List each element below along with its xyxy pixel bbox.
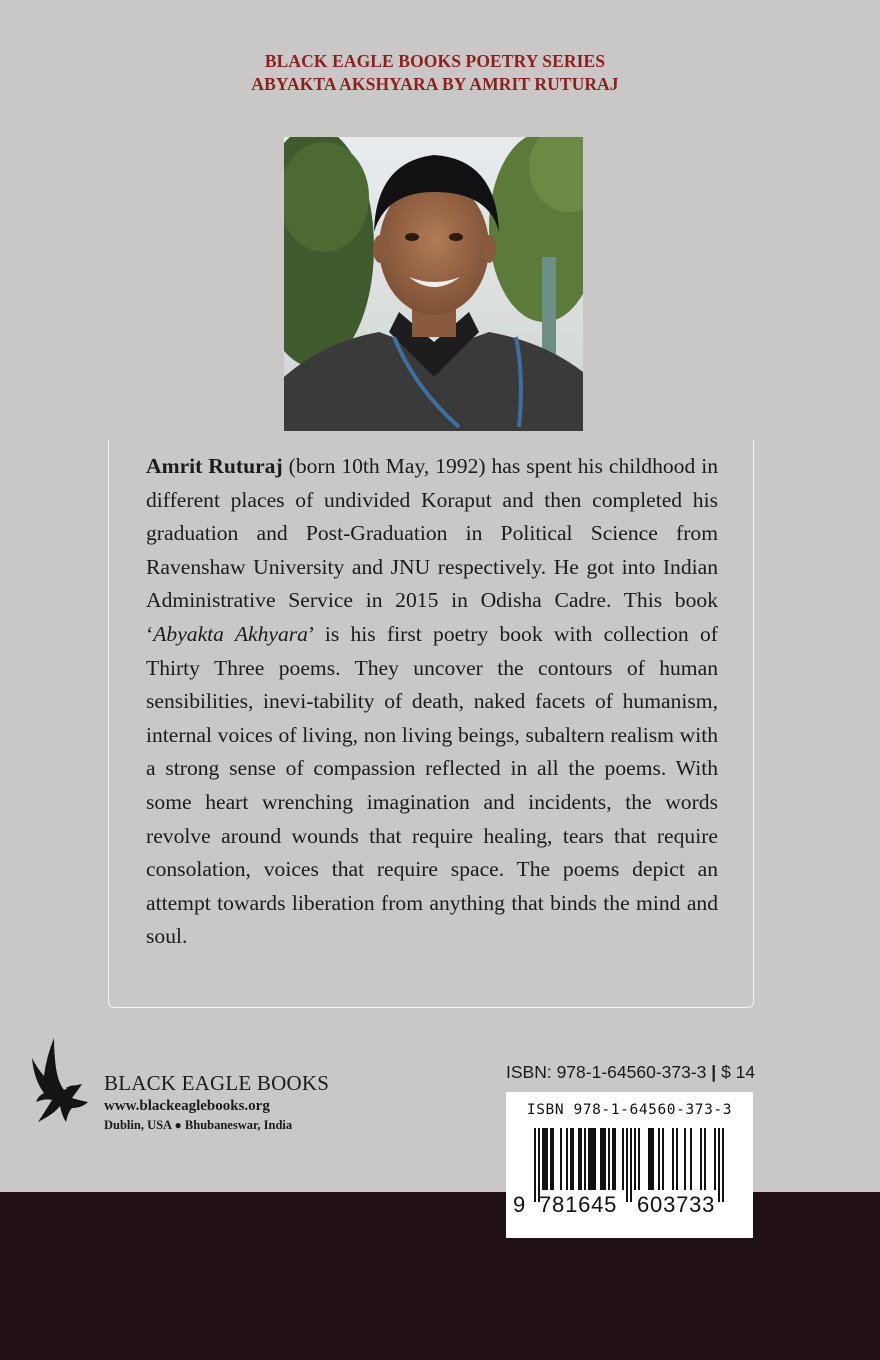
barcode-bar [684,1128,686,1190]
barcode-bar [602,1128,604,1190]
barcode-bar [604,1128,606,1190]
author-portrait-image [284,137,583,431]
author-name: Amrit Ruturaj [146,454,283,478]
barcode-bar [658,1128,660,1190]
barcode-bar [584,1128,586,1190]
barcode-bar [622,1128,624,1190]
bullet-icon: ● [174,1118,182,1132]
barcode-bar [634,1128,636,1190]
author-photo [284,137,583,431]
barcode-bar [612,1128,614,1190]
barcode-bar [590,1128,592,1190]
series-line-2: ABYAKTA AKSHYARA BY AMRIT RUTURAJ [251,74,619,94]
publisher-name: BLACK EAGLE BOOKS [104,1071,330,1095]
barcode-bar [704,1128,706,1190]
isbn-text: ISBN: 978-1-64560-373-3 [506,1062,707,1082]
barcode-bar [566,1128,568,1190]
price-text: $ 14 [721,1062,756,1082]
barcode-bar [652,1128,654,1190]
bio-text-2: ’ is his first poetry book with collection of Thirty Three poems. They uncover the contours of human sensibilities, inevi-tability of death, naked facets of humanism, internal voices of living, non living beings, subaltern realism with a strong sense of compassion reflected in all the poems. With some heart wrenching imagination and incidents, the words revolve around wounds that require healing, tears that require consolation, voices that require space. The poems depict an attempt towards liberation from anything that binds the mind and soul. [146,621,718,949]
location-dublin: Dublin, USA [104,1118,172,1132]
barcode-bar [714,1128,716,1190]
barcode-bar [690,1128,692,1190]
barcode-bar [592,1128,594,1190]
publisher-locations [104,1118,292,1133]
barcode-bar [534,1128,536,1202]
barcode-bar [570,1128,572,1190]
series-title [0,50,870,96]
book-title: Abyakta Akhyara [153,621,308,646]
eagle-icon [32,1038,92,1130]
barcode-bar [718,1128,720,1202]
barcode-bar [672,1128,674,1190]
barcode-bar [588,1128,590,1190]
publisher-block [32,1038,352,1138]
barcode [506,1092,753,1238]
isbn-price-line [506,1062,754,1083]
barcode-bar [700,1128,702,1190]
barcode-bar [614,1128,616,1190]
isbn-price-separator: | [711,1062,717,1082]
barcode-digit-first: 9 [513,1192,526,1217]
barcode-bar [676,1128,678,1190]
barcode-bar [546,1128,548,1190]
author-bio [146,450,718,954]
barcode-bar [578,1128,580,1190]
barcode-bar [572,1128,574,1190]
barcode-bar [638,1128,640,1190]
barcode-bar [544,1128,546,1190]
barcode-bar [542,1128,544,1190]
barcode-bar [662,1128,664,1190]
barcode-bar [722,1128,724,1202]
barcode-digits-left: 781645 [539,1192,618,1217]
barcode-bar [600,1128,602,1190]
barcode-bar [650,1128,652,1190]
location-bhubaneswar: Bhubaneswar, India [184,1118,293,1132]
barcode-bar [552,1128,554,1190]
series-line-1: BLACK EAGLE BOOKS POETRY SERIES [264,51,606,71]
barcode-bar [626,1128,628,1202]
barcode-bar [560,1128,562,1190]
barcode-bar [580,1128,582,1190]
publisher-url[interactable]: www.blackeaglebooks.org [104,1098,270,1114]
barcode-bar [594,1128,596,1190]
barcode-digits-right: 603733 [637,1192,716,1217]
barcode-bar [630,1128,632,1202]
barcode-bar [550,1128,552,1190]
barcode-bar [648,1128,650,1190]
bio-text-1: (born 10th May, 1992) has spent his childhood in different places of undivided Koraput and then completed his graduation and Post-Graduation in Political Science from Ravenshaw University and JNU respectively. He got into Indian Administrative Service in 2015 in Odisha Cadre. This book ‘ [146,454,718,646]
barcode-bar [538,1128,540,1202]
barcode-isbn-label: ISBN 978-1-64560-373-3 [526,1102,733,1118]
barcode-bar [608,1128,610,1190]
